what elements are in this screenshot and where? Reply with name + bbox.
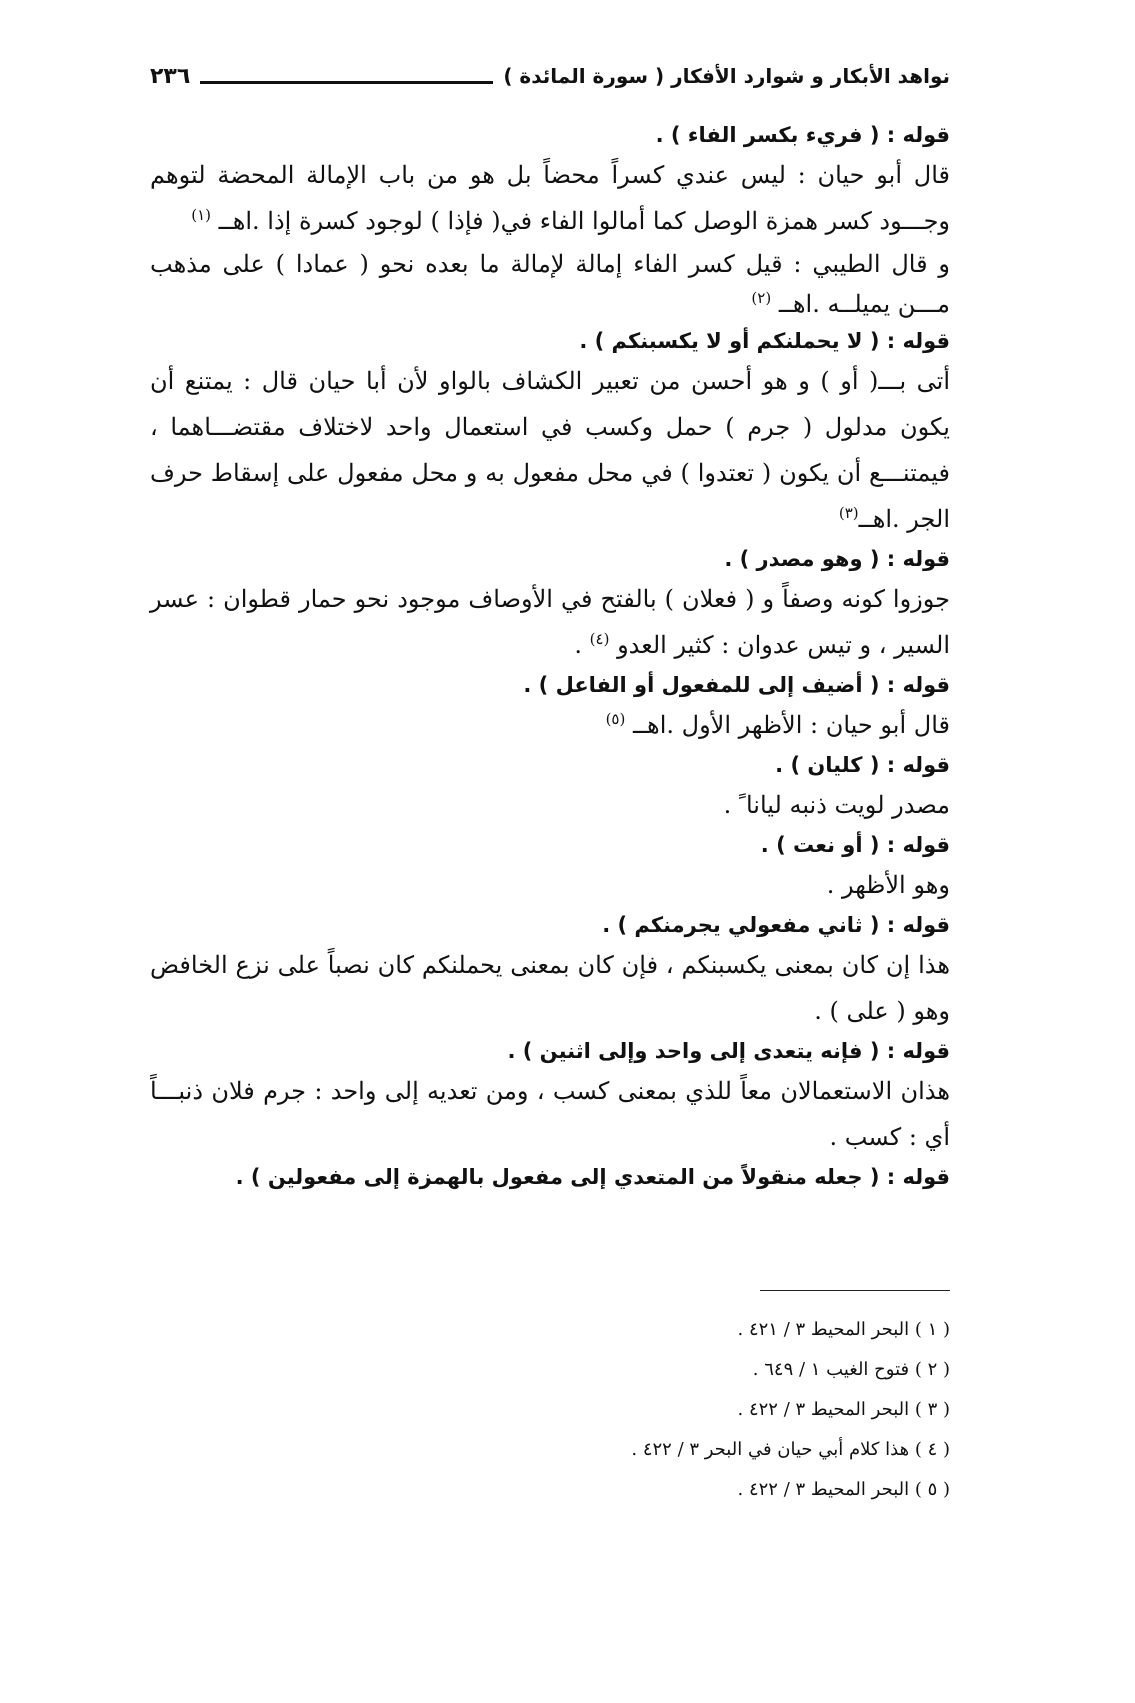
main-text [150, 118, 950, 1194]
footnote: ( ٤ ) هذا كلام أبي حيان في البحر ٣ / ٤٢٢ . [631, 1439, 950, 1460]
paragraph-text: هذان الاستعمالان معاً للذي بمعنى كسب ، ومن تعديه إلى واحد : جرم فلان ذنبـــاً أي : كسب . [150, 1077, 950, 1151]
paragraph-text: مصدر لويت ذنبه ليانا ً . [723, 791, 950, 819]
paragraph [150, 244, 950, 324]
paragraph [150, 358, 950, 542]
footnote-ref: (٤) [589, 630, 610, 648]
section-heading: قوله : ( أضيف إلى للمفعول أو الفاعل ) . [523, 673, 950, 697]
paragraph-text: وهو الأظهر . [826, 871, 950, 899]
paragraph [150, 782, 950, 828]
section-heading: قوله : ( وهو مصدر ) . [724, 547, 950, 571]
paragraph-text: قال أبو حيان : ليس عندي كسراً محضاً بل هو من باب الإمالة المحضة لتوهم وجـــود كسر همزة الوصل كما أمالوا الفاء في( فإذا ) لوجود كسرة إذا .اهــ [150, 161, 950, 235]
footnote-ref: (٣) [838, 504, 859, 522]
section-heading: قوله : ( جعله منقولاً من المتعدي إلى مفعول بالهمزة إلى مفعولين ) . [235, 1165, 950, 1189]
footnote: ( ٢ ) فتوح الغيب ١ / ٦٤٩ . [752, 1359, 950, 1380]
footnote: ( ١ ) البحر المحيط ٣ / ٤٢١ . [737, 1319, 950, 1340]
footnote-ref: (١) [191, 206, 211, 224]
footnote-ref: (٢) [751, 289, 772, 307]
paragraph-tail: . [574, 631, 590, 659]
section-heading: قوله : ( لا يحملنكم أو لا يكسبنكم ) . [579, 329, 950, 353]
paragraph [150, 862, 950, 908]
paragraph [150, 942, 950, 1034]
paragraph [150, 702, 950, 748]
paragraph-text: و قال الطيبي : قيل كسر الفاء إمالة لإمالة ما بعده نحو ( عمادا ) على مذهب مـــن يميلــه .اهــ [150, 250, 950, 318]
header-rule [200, 81, 493, 84]
section-heading: قوله : ( فإنه يتعدى إلى واحد وإلى اثنين ) . [507, 1039, 950, 1063]
section-heading: قوله : ( ثاني مفعولي يجرمنكم ) . [602, 913, 950, 937]
paragraph-text: هذا إن كان بمعنى يكسبنكم ، فإن كان بمعنى يحملنكم كان نصباً على نزع الخافض وهو ( على ) . [150, 951, 950, 1025]
paragraph [150, 152, 950, 244]
paragraph [150, 576, 950, 668]
footnote: ( ٥ ) البحر المحيط ٣ / ٤٢٢ . [737, 1479, 950, 1500]
footnote-ref: (٥) [605, 710, 626, 728]
section-heading: قوله : ( كليان ) . [775, 753, 950, 777]
footnotes [150, 1310, 950, 1510]
footnote: ( ٣ ) البحر المحيط ٣ / ٤٢٢ . [737, 1399, 950, 1420]
paragraph-text: أتى بـــ( أو ) و هو أحسن من تعبير الكشاف بالواو لأن أبا حيان قال : يمتنع أن يكون مدلول ( جرم ) حمل وكسب في استعمال واحد لاختلاف مقتضـــاهما ، فيمتنـــع أن يكون ( تعتدوا ) في محل مفعول به و محل مفعول على إسقاط حرف الجر .اهــ [150, 367, 950, 533]
running-title: نواهد الأبكار و شوارد الأفكار ( سورة المائدة ) [503, 64, 950, 88]
paragraph-text: جوزوا كونه وصفاً و ( فعلان ) بالفتح في الأوصاف موجود نحو حمار قطوان : عسر السير ، و تيس عدوان : كثير العدو [150, 585, 950, 659]
section-heading: قوله : ( فريء بكسر الفاء ) . [655, 123, 950, 147]
paragraph-text: قال أبو حيان : الأظهر الأول .اهــ [632, 711, 950, 739]
page-number: ٢٣٦ [150, 63, 191, 89]
footnote-separator [760, 1290, 950, 1291]
section-heading: قوله : ( أو نعت ) . [760, 833, 950, 857]
paragraph [150, 1068, 950, 1160]
page-header [150, 58, 950, 94]
